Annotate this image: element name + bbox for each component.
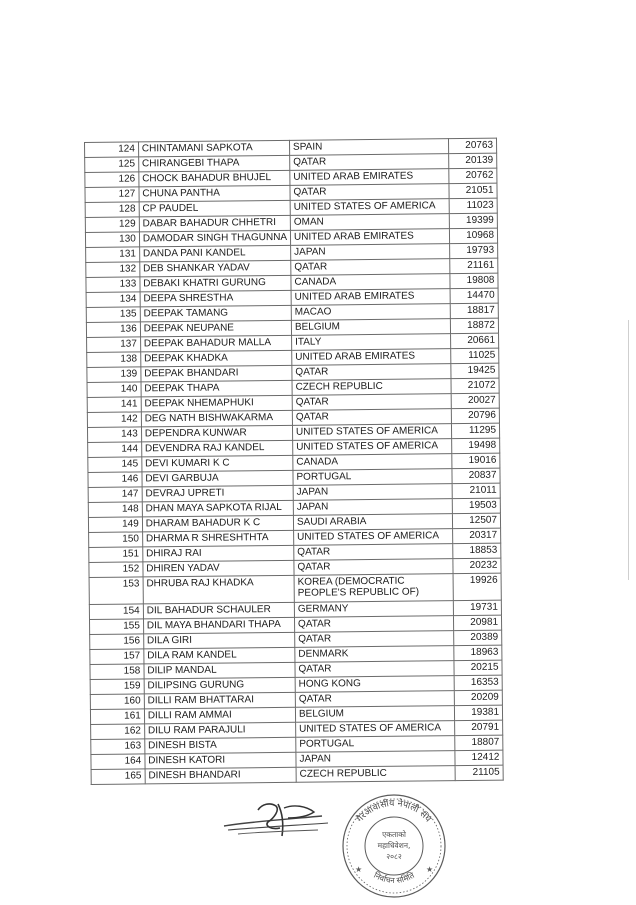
country-cell: KOREA (DEMOCRATIC PEOPLE'S REPUBLIC OF) — [294, 574, 454, 603]
organization-seal — [338, 790, 450, 900]
serial-number-cell: 147 — [88, 487, 142, 503]
country-cell: UNITED STATES OF AMERICA — [296, 721, 455, 738]
member-name-cell: DEVI GARBUJA — [142, 470, 293, 487]
member-id-cell: 21105 — [455, 765, 503, 780]
serial-number-cell: 152 — [89, 562, 143, 578]
serial-number-cell: 134 — [86, 292, 140, 308]
seal-bottom-text: निर्वाचन समिति — [372, 870, 416, 886]
member-name-cell: DEG NATH BISHWAKARMA — [141, 410, 292, 427]
country-cell: QATAR — [295, 661, 454, 678]
country-cell: QATAR — [295, 631, 454, 648]
country-cell: JAPAN — [291, 244, 450, 261]
member-id-cell: 20209 — [455, 690, 503, 705]
serial-number-cell: 138 — [87, 352, 141, 368]
member-name-cell: DHARMA R SHRESHTHTA — [142, 530, 293, 547]
serial-number-cell: 158 — [90, 664, 144, 680]
country-cell: UNITED STATES OF AMERICA — [292, 424, 451, 441]
member-id-cell: 16353 — [454, 675, 502, 690]
country-cell: CANADA — [293, 454, 452, 471]
member-id-cell: 18872 — [451, 318, 499, 333]
serial-number-cell: 164 — [91, 754, 145, 770]
member-id-cell: 19808 — [450, 273, 498, 288]
member-id-cell: 10968 — [450, 228, 498, 243]
country-cell: UNITED STATES OF AMERICA — [290, 199, 449, 216]
serial-number-cell: 128 — [85, 202, 139, 218]
member-id-cell: 19399 — [450, 213, 498, 228]
member-name-cell: DIL BAHADUR SCHAULER — [143, 602, 294, 619]
member-id-cell: 20837 — [452, 468, 500, 483]
member-list-table-wrapper — [84, 138, 504, 785]
member-id-cell: 19793 — [450, 243, 498, 258]
serial-number-cell: 163 — [91, 739, 145, 755]
country-cell: OMAN — [290, 214, 449, 231]
member-id-cell: 18807 — [455, 735, 503, 750]
country-cell: SAUDI ARABIA — [293, 514, 452, 531]
member-id-cell: 12507 — [453, 513, 501, 528]
serial-number-cell: 141 — [87, 397, 141, 413]
country-cell: CZECH REPUBLIC — [296, 766, 455, 783]
serial-number-cell: 160 — [90, 694, 144, 710]
member-id-cell: 18817 — [450, 303, 498, 318]
serial-number-cell: 151 — [89, 547, 143, 563]
member-id-cell: 20661 — [451, 333, 499, 348]
country-cell: HONG KONG — [295, 676, 454, 693]
star-icon: ★ — [426, 865, 434, 874]
member-name-cell: DEEPAK NEUPANE — [140, 320, 291, 337]
serial-number-cell: 145 — [88, 457, 142, 473]
serial-number-cell: 130 — [85, 232, 139, 248]
member-name-cell: DILU RAM PARAJULI — [144, 722, 295, 739]
member-name-cell: CHUNA PANTHA — [139, 185, 290, 202]
country-cell: BELGIUM — [295, 706, 454, 723]
country-cell: JAPAN — [293, 499, 452, 516]
country-cell: CANADA — [291, 274, 450, 291]
member-id-cell: 19498 — [452, 438, 500, 453]
serial-number-cell: 149 — [88, 517, 142, 533]
seal-center-line-1: एकताको — [382, 830, 406, 839]
member-name-cell: DEEPAK NHEMAPHUKI — [141, 395, 292, 412]
member-name-cell: DEEPAK KHADKA — [140, 350, 291, 367]
serial-number-cell: 135 — [86, 307, 140, 323]
country-cell: UNITED STATES OF AMERICA — [294, 529, 453, 546]
member-name-cell: DHIREN YADAV — [143, 560, 294, 577]
member-name-cell: DIL MAYA BHANDARI THAPA — [143, 617, 294, 634]
member-id-cell: 21051 — [449, 183, 497, 198]
member-id-cell: 19016 — [452, 453, 500, 468]
member-name-cell: DILIPSING GURUNG — [144, 677, 295, 694]
country-cell: QATAR — [292, 409, 451, 426]
member-name-cell: DHIRAJ RAI — [143, 545, 294, 562]
country-cell: BELGIUM — [291, 319, 450, 336]
country-cell: QATAR — [290, 154, 449, 171]
member-name-cell: DINESH KATORI — [145, 752, 296, 769]
serial-number-cell: 157 — [90, 649, 144, 665]
country-cell: CZECH REPUBLIC — [292, 379, 451, 396]
member-name-cell: DANDA PANI KANDEL — [139, 245, 290, 262]
table-row — [89, 573, 501, 604]
member-list-table — [84, 138, 504, 785]
member-id-cell: 12412 — [455, 750, 503, 765]
member-name-cell: DILIP MANDAL — [144, 662, 295, 679]
member-name-cell: DILA GIRI — [143, 632, 294, 649]
serial-number-cell: 156 — [90, 634, 144, 650]
country-cell: UNITED ARAB EMIRATES — [290, 169, 449, 186]
country-cell: ITALY — [292, 334, 451, 351]
member-name-cell: DILLI RAM BHATTARAI — [144, 692, 295, 709]
member-id-cell: 11295 — [452, 423, 500, 438]
member-id-cell: 20763 — [449, 138, 497, 153]
member-name-cell: CHIRANGEBI THAPA — [138, 155, 289, 172]
member-name-cell: DEEPAK BHANDARI — [141, 365, 292, 382]
seal-center-line-3: २०८२ — [386, 852, 402, 861]
member-id-cell: 19731 — [454, 600, 502, 615]
member-name-cell: DEVRAJ UPRETI — [142, 485, 293, 502]
member-id-cell: 20317 — [453, 528, 501, 543]
member-name-cell: DHRUBA RAJ KHADKA — [143, 575, 294, 604]
member-id-cell: 20796 — [452, 408, 500, 423]
svg-text:निर्वाचन समिति — [372, 870, 416, 885]
country-cell: QATAR — [294, 559, 453, 576]
member-id-cell: 19503 — [453, 498, 501, 513]
serial-number-cell: 150 — [89, 532, 143, 548]
member-name-cell: DILA RAM KANDEL — [144, 647, 295, 664]
country-cell: GERMANY — [294, 601, 453, 618]
serial-number-cell: 159 — [90, 679, 144, 695]
member-id-cell: 20791 — [455, 720, 503, 735]
svg-text:गैरआवासीय नेपाली संघ — [354, 797, 433, 825]
serial-number-cell: 153 — [89, 577, 143, 605]
page-edge-mark — [628, 320, 629, 580]
member-name-cell: CHOCK BAHADUR BHUJEL — [139, 170, 290, 187]
country-cell: PORTUGAL — [293, 469, 452, 486]
country-cell: QATAR — [295, 691, 454, 708]
serial-number-cell: 132 — [86, 262, 140, 278]
country-cell: UNITED ARAB EMIRATES — [292, 349, 451, 366]
serial-number-cell: 126 — [85, 172, 139, 188]
member-id-cell: 20215 — [454, 660, 502, 675]
member-name-cell: DEVENDRA RAJ KANDEL — [141, 440, 292, 457]
member-id-cell: 19425 — [451, 363, 499, 378]
member-id-cell: 14470 — [450, 288, 498, 303]
serial-number-cell: 143 — [87, 427, 141, 443]
country-cell: SPAIN — [289, 139, 448, 156]
member-id-cell: 11025 — [451, 348, 499, 363]
member-name-cell: DEVI KUMARI K C — [142, 455, 293, 472]
serial-number-cell: 131 — [86, 247, 140, 263]
serial-number-cell: 148 — [88, 502, 142, 518]
country-cell: JAPAN — [296, 751, 455, 768]
serial-number-cell: 144 — [88, 442, 142, 458]
member-id-cell: 20762 — [449, 168, 497, 183]
serial-number-cell: 125 — [85, 157, 139, 173]
member-id-cell: 18853 — [453, 543, 501, 558]
member-name-cell: DEPENDRA KUNWAR — [141, 425, 292, 442]
serial-number-cell: 161 — [90, 709, 144, 725]
country-cell: QATAR — [292, 394, 451, 411]
country-cell: QATAR — [294, 544, 453, 561]
country-cell: QATAR — [291, 259, 450, 276]
member-id-cell: 21161 — [450, 258, 498, 273]
member-name-cell: DEB SHANKAR YADAV — [140, 260, 291, 277]
member-name-cell: DHAN MAYA SAPKOTA RIJAL — [142, 500, 293, 517]
country-cell: UNITED STATES OF AMERICA — [293, 439, 452, 456]
country-cell: UNITED ARAB EMIRATES — [290, 229, 449, 246]
member-id-cell: 20981 — [454, 615, 502, 630]
serial-number-cell: 139 — [87, 367, 141, 383]
serial-number-cell: 154 — [89, 604, 143, 620]
member-name-cell: DINESH BISTA — [145, 737, 296, 754]
member-name-cell: DHARAM BAHADUR K C — [142, 515, 293, 532]
serial-number-cell: 136 — [86, 322, 140, 338]
country-cell: PORTUGAL — [296, 736, 455, 753]
member-id-cell: 21072 — [451, 378, 499, 393]
country-cell: QATAR — [294, 616, 453, 633]
member-id-cell: 20139 — [449, 153, 497, 168]
member-id-cell: 18963 — [454, 645, 502, 660]
country-cell: DENMARK — [295, 646, 454, 663]
member-name-cell: DEEPA SHRESTHA — [140, 290, 291, 307]
member-name-cell: DEEPAK THAPA — [141, 380, 292, 397]
member-id-cell: 19926 — [453, 573, 501, 600]
country-cell: QATAR — [292, 364, 451, 381]
country-cell: UNITED ARAB EMIRATES — [291, 289, 450, 306]
country-cell: MACAO — [291, 304, 450, 321]
member-id-cell: 20389 — [454, 630, 502, 645]
signature — [218, 796, 338, 842]
seal-outer-text: गैरआवासीय नेपाली संघ — [355, 798, 433, 825]
serial-number-cell: 124 — [85, 142, 139, 158]
serial-number-cell: 129 — [85, 217, 139, 233]
member-id-cell: 11023 — [449, 198, 497, 213]
member-id-cell: 20232 — [453, 558, 501, 573]
serial-number-cell: 133 — [86, 277, 140, 293]
member-name-cell: CHINTAMANI SAPKOTA — [138, 140, 289, 157]
member-id-cell: 21011 — [452, 483, 500, 498]
country-cell: QATAR — [290, 184, 449, 201]
serial-number-cell: 155 — [90, 619, 144, 635]
member-name-cell: DINESH BHANDARI — [145, 767, 296, 784]
serial-number-cell: 137 — [87, 337, 141, 353]
star-icon: ★ — [355, 865, 363, 874]
serial-number-cell: 127 — [85, 187, 139, 203]
serial-number-cell: 140 — [87, 382, 141, 398]
serial-number-cell: 142 — [87, 412, 141, 428]
seal-center-line-2: महाधिवेशन, — [377, 841, 411, 850]
member-name-cell: DAMODAR SINGH THAGUNNA — [139, 230, 290, 247]
member-name-cell: DEEPAK TAMANG — [140, 305, 291, 322]
serial-number-cell: 165 — [91, 769, 145, 785]
country-cell: JAPAN — [293, 484, 452, 501]
member-id-cell: 19381 — [455, 705, 503, 720]
member-name-cell: CP PAUDEL — [139, 200, 290, 217]
member-name-cell: DEBAKI KHATRI GURUNG — [140, 275, 291, 292]
serial-number-cell: 146 — [88, 472, 142, 488]
member-name-cell: DEEPAK BAHADUR MALLA — [140, 335, 291, 352]
member-id-cell: 20027 — [451, 393, 499, 408]
member-name-cell: DABAR BAHADUR CHHETRI — [139, 215, 290, 232]
member-name-cell: DILLI RAM AMMAI — [144, 707, 295, 724]
serial-number-cell: 162 — [91, 724, 145, 740]
table-row — [91, 765, 503, 784]
